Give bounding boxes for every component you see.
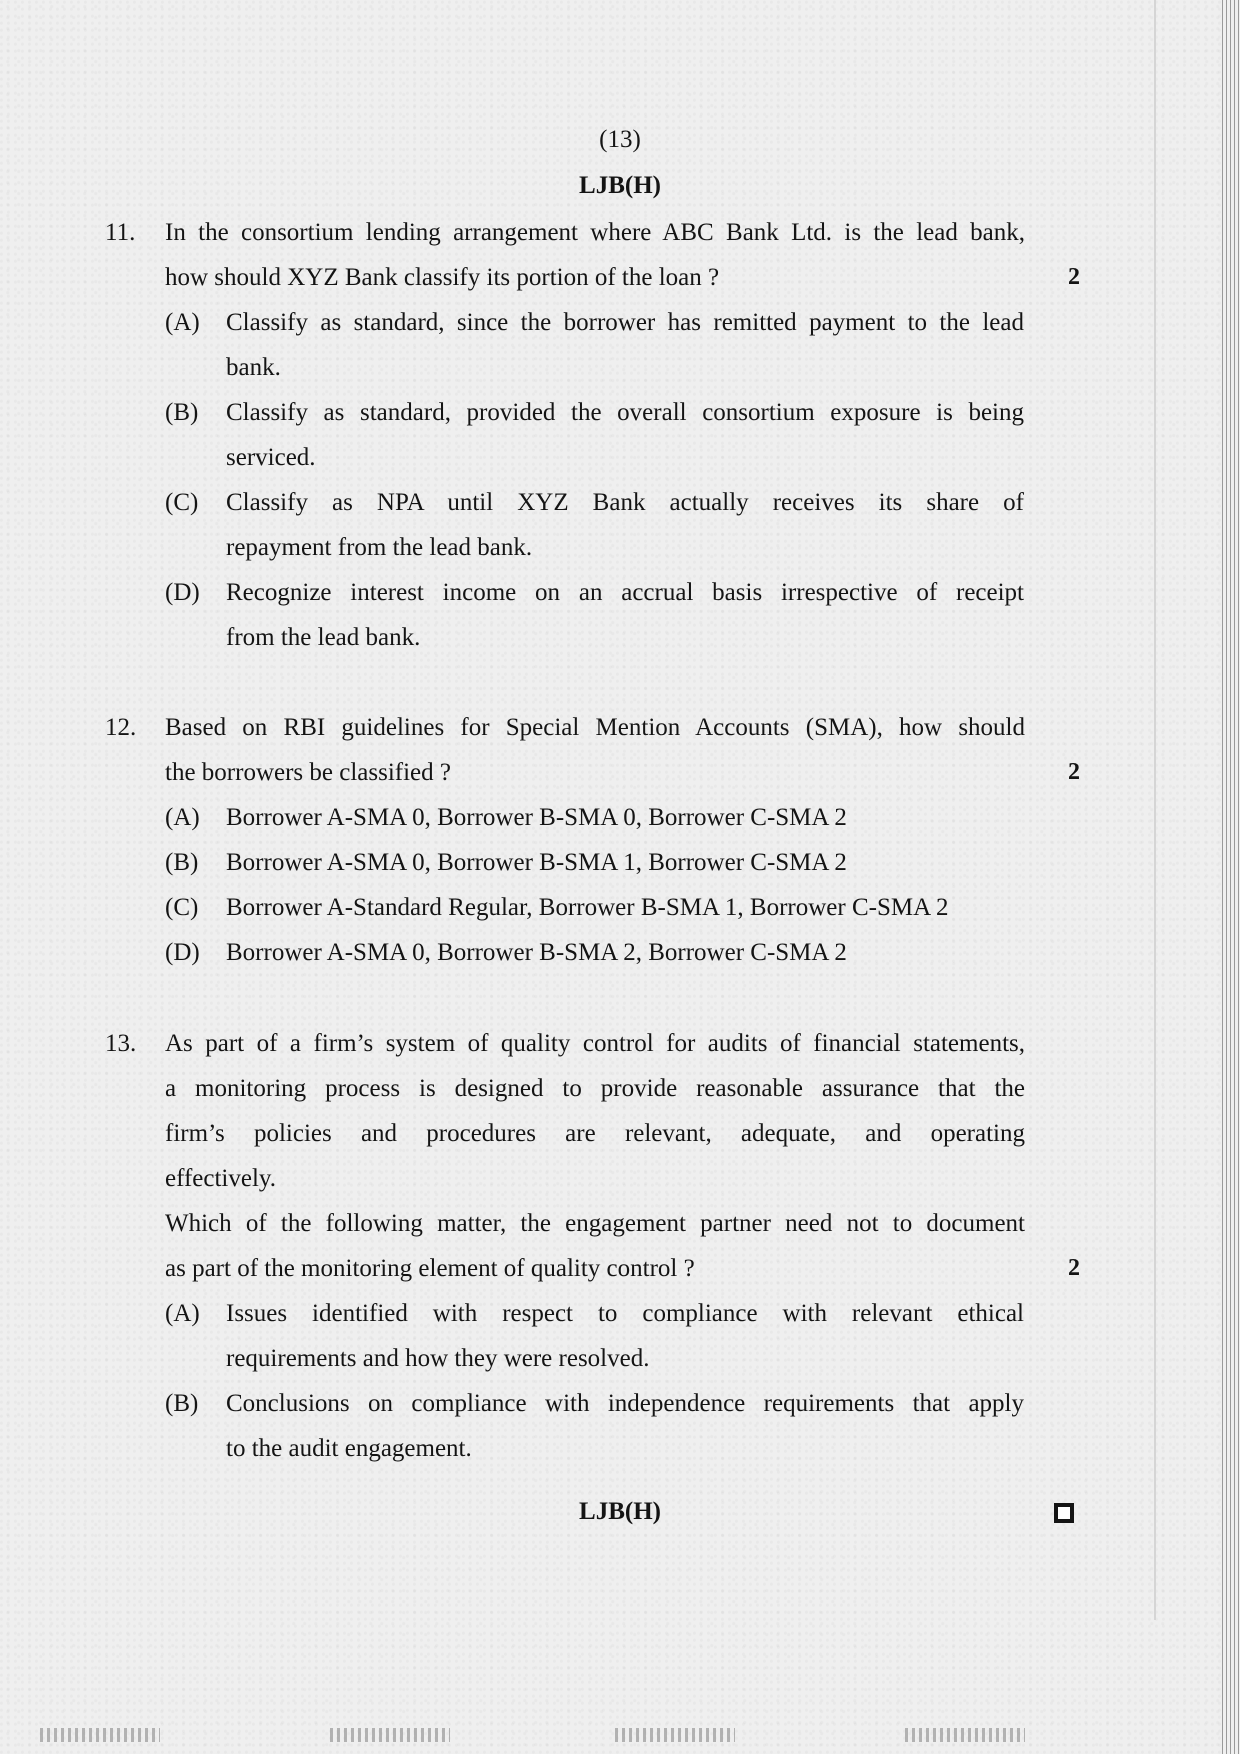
option-text-line: repayment from the lead bank. [226, 534, 533, 561]
option-label: (C) [165, 894, 199, 921]
scan-artifact [905, 1728, 1025, 1742]
option-label: (B) [165, 1390, 199, 1417]
option-text-line: Borrower A-SMA 0, Borrower B-SMA 0, Borrower C-SMA 2 [226, 804, 847, 831]
option-label: (A) [165, 1300, 200, 1327]
scan-artifact [615, 1728, 735, 1742]
option-label: (B) [165, 399, 199, 426]
option-label: (C) [165, 489, 199, 516]
question-text-line: Which of the following matter, the engagement partner need not to document [165, 1210, 1025, 1237]
scan-artifact [330, 1728, 450, 1742]
option-text-line: Borrower A-SMA 0, Borrower B-SMA 1, Borrower C-SMA 2 [226, 849, 847, 876]
option-label: (A) [165, 309, 200, 336]
question-text-line: how should XYZ Bank classify its portion of the loan ? [165, 264, 720, 291]
option-text-line: Conclusions on compliance with independence requirements that apply [226, 1390, 1024, 1417]
question-marks: 2 [1068, 759, 1080, 785]
question-text-line: firm’s policies and procedures are relevant, adequate, and operating [165, 1120, 1025, 1147]
question-number: 13. [105, 1030, 137, 1057]
option-text-line: Borrower A-SMA 0, Borrower B-SMA 2, Borrower C-SMA 2 [226, 939, 847, 966]
option-label: (B) [165, 849, 199, 876]
question-text-line: as part of the monitoring element of quality control ? [165, 1255, 695, 1282]
option-text-line: Borrower A-Standard Regular, Borrower B-SMA 1, Borrower C-SMA 2 [226, 894, 949, 921]
option-text-line: Classify as NPA until XYZ Bank actually receives its share of [226, 489, 1024, 516]
question-marks: 2 [1068, 264, 1080, 290]
question-text-line: the borrowers be classified ? [165, 759, 451, 786]
option-text-line: from the lead bank. [226, 624, 421, 651]
option-label: (D) [165, 579, 200, 606]
page-fold-line [1154, 0, 1156, 1620]
paper-code-footer: LJB(H) [579, 1498, 661, 1525]
question-text-line: In the consortium lending arrangement where ABC Bank Ltd. is the lead bank, [165, 219, 1025, 246]
page-number: (13) [599, 126, 641, 153]
option-text-line: Issues identified with respect to compliance with relevant ethical [226, 1300, 1024, 1327]
option-text-line: bank. [226, 354, 281, 381]
question-text-line: a monitoring process is designed to provide reasonable assurance that the [165, 1075, 1025, 1102]
question-number: 11. [105, 219, 136, 246]
paper-code-header: LJB(H) [579, 172, 661, 199]
question-text-line: Based on RBI guidelines for Special Mention Accounts (SMA), how should [165, 714, 1025, 741]
scan-artifact [40, 1728, 160, 1742]
option-text-line: to the audit engagement. [226, 1435, 472, 1462]
question-number: 12. [105, 714, 137, 741]
option-text-line: serviced. [226, 444, 316, 471]
binding-edge [1222, 0, 1240, 1754]
question-text-line: effectively. [165, 1165, 277, 1192]
option-text-line: Classify as standard, since the borrower has remitted payment to the lead [226, 309, 1024, 336]
option-text-line: requirements and how they were resolved. [226, 1345, 650, 1372]
option-text-line: Classify as standard, provided the overall consortium exposure is being [226, 399, 1024, 426]
question-text-line: As part of a firm’s system of quality control for audits of financial statements, [165, 1030, 1025, 1057]
option-label: (D) [165, 939, 200, 966]
end-of-page-square-icon [1054, 1503, 1074, 1523]
option-text-line: Recognize interest income on an accrual basis irrespective of receipt [226, 579, 1024, 606]
question-marks: 2 [1068, 1255, 1080, 1281]
option-label: (A) [165, 804, 200, 831]
